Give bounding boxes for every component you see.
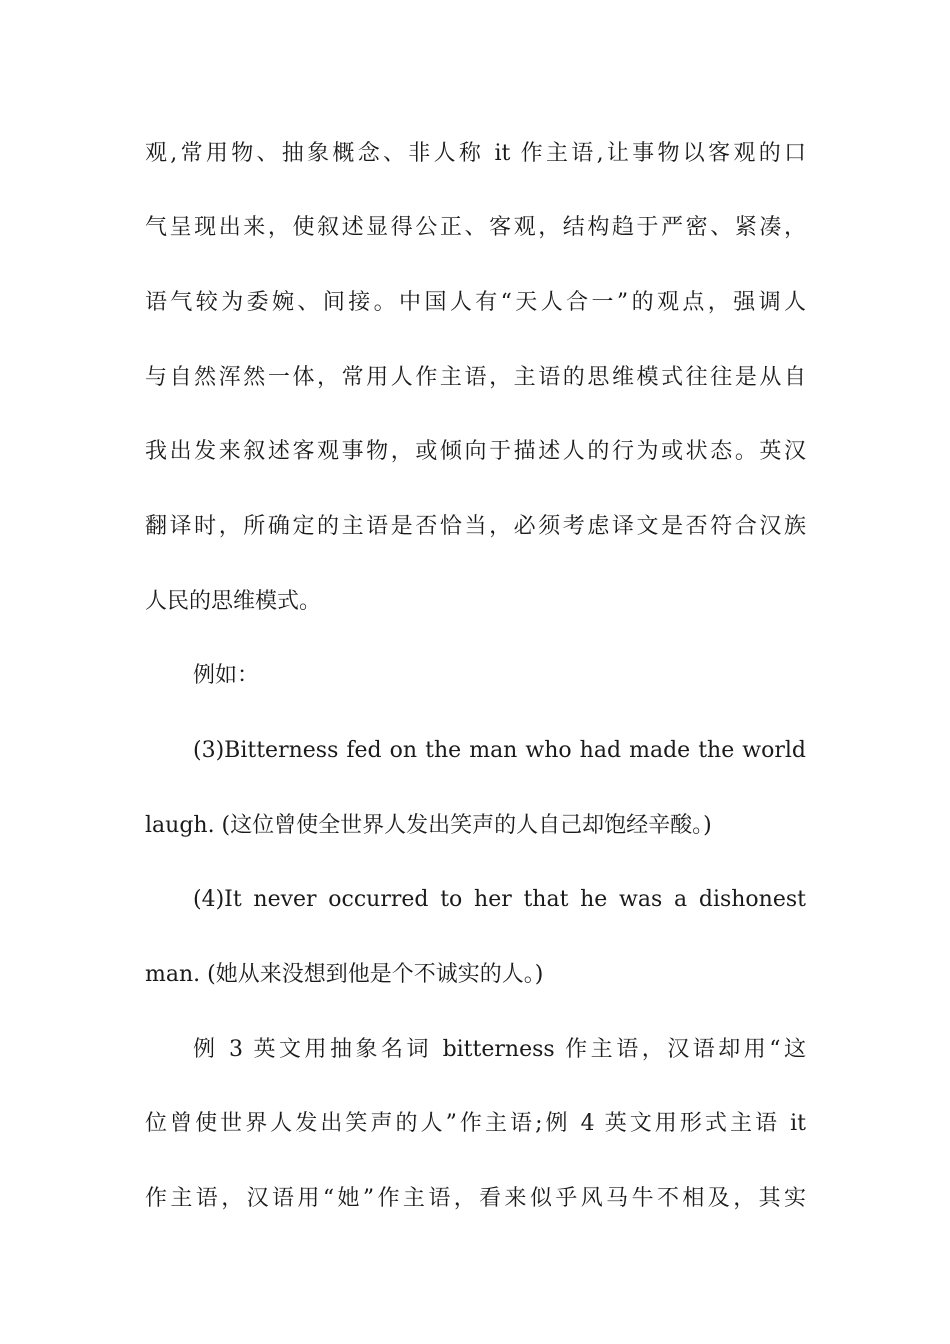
text-line-4: 与自然浑然一体，常用人作主语，主语的思维模式往往是从自 — [145, 365, 806, 390]
example-4-line-1: (4)It never occurred to her that he was a dishonest — [193, 887, 806, 912]
example-3-line-2: laugh. (这位曾使全世界人发出笑声的人自己却饱经辛酸。) — [145, 813, 712, 838]
example-3-line-1: (3)Bitterness fed on the man who had made the world — [193, 738, 806, 763]
text-line-7: 人民的思维模式。 — [145, 589, 322, 614]
analysis-line-2: 位曾使世界人发出笑声的人”作主语;例 4 英文用形式主语 it — [145, 1111, 806, 1136]
text-line-1: 观,常用物、抽象概念、非人称 it 作主语,让事物以客观的口 — [145, 141, 806, 166]
analysis-line-1: 例 3 英文用抽象名词 bitterness 作主语，汉语却用“这 — [193, 1037, 806, 1062]
text-line-6: 翻译时，所确定的主语是否恰当，必须考虑译文是否符合汉族 — [145, 514, 806, 539]
text-line-3: 语气较为委婉、间接。中国人有“天人合一”的观点，强调人 — [145, 290, 806, 315]
text-line-5: 我出发来叙述客观事物，或倾向于描述人的行为或状态。英汉 — [145, 439, 806, 464]
analysis-line-3: 作主语，汉语用“她”作主语，看来似乎风马牛不相及，其实 — [145, 1186, 806, 1211]
example-4-line-2: man. (她从来没想到他是个不诚实的人。) — [145, 962, 544, 987]
example-heading: 例如： — [193, 663, 260, 688]
text-line-2: 气呈现出来，使叙述显得公正、客观，结构趋于严密、紧凑， — [145, 215, 806, 240]
